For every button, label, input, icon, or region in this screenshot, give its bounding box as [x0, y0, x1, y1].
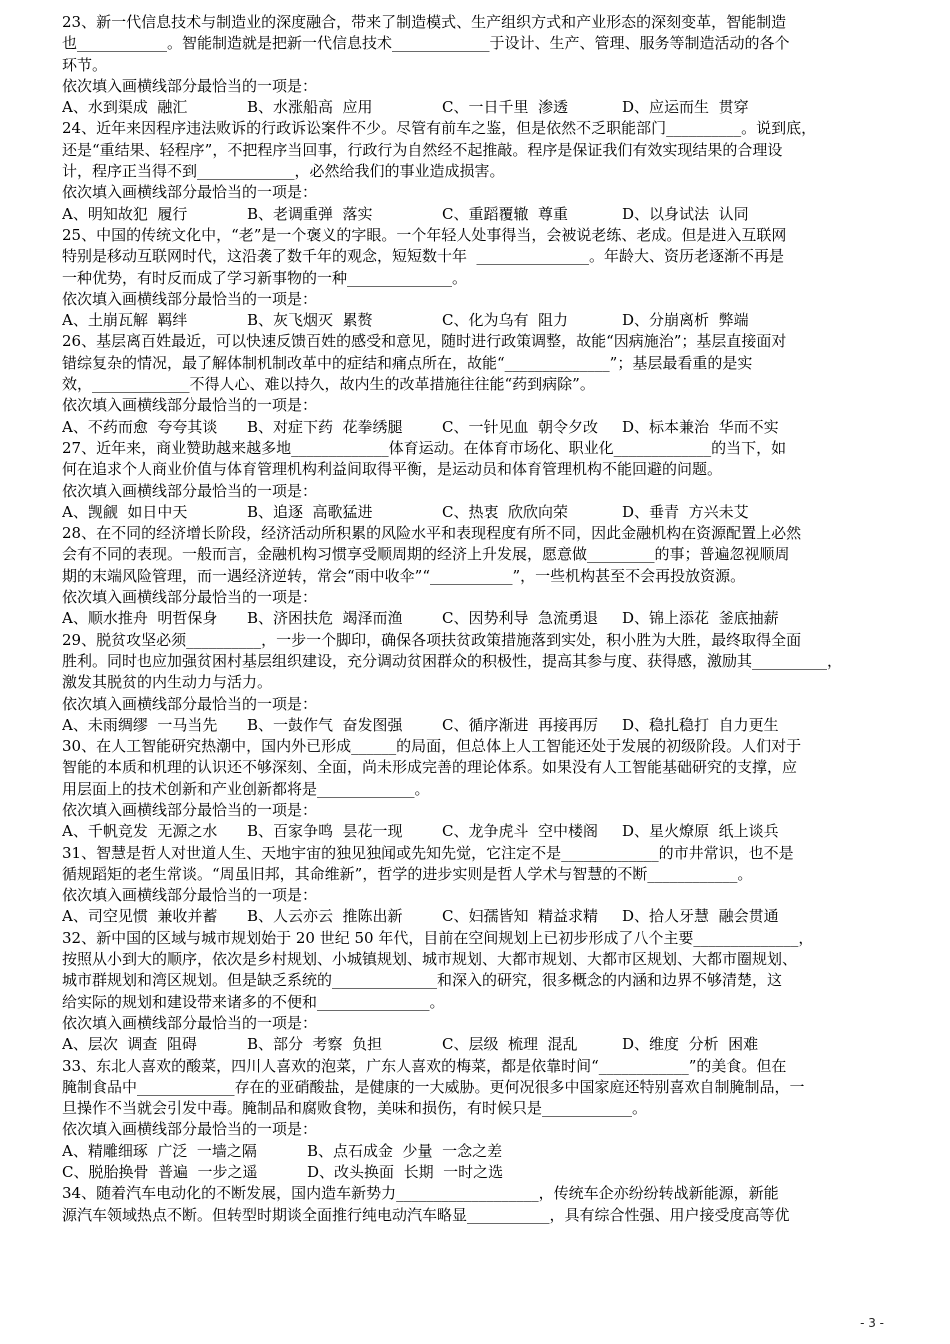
- option-c: C、龙争虎斗 空中楼阁: [442, 822, 599, 841]
- option-d: D、标本兼治 华而不实: [622, 417, 779, 436]
- question-text-line: 特别是移动互联网时代，这沿袭了数千年的观念，短短数十年 _______________。年龄大、资历老逐渐不再是: [62, 247, 785, 266]
- question-prompt: 依次填入画横线部分最恰当的一项是：: [62, 886, 318, 905]
- page-number: - 3 -: [860, 1316, 884, 1330]
- option-b: B、对症下药 花拳绣腿: [247, 417, 403, 436]
- question-text-line: 按照从小到大的顺序，依次是乡村规划、小城镇规划、城市规划、大都市规划、大都市区规划、大都市圈规划、: [62, 950, 798, 969]
- option-b: B、人云亦云 推陈出新: [247, 907, 403, 926]
- question-block: [62, 928, 888, 1056]
- question-text-line: 31、智慧是哲人对世道人生、天地宇宙的独见独闻或先知先觉，它注定不是_____________的市井常识，也不是: [62, 843, 794, 862]
- option-a: A、司空见惯 兼收并蓄: [62, 907, 218, 926]
- option-a: A、层次 调查 阻碍: [62, 1035, 197, 1054]
- question-block: [62, 331, 888, 437]
- question-text-line: 24、近年来因程序违法败诉的行政诉讼案件不少。尽管有前车之鉴，但是依然不乏职能部门__________。说到底，: [62, 119, 817, 138]
- question-text-line: 33、东北人喜欢的酸菜，四川人喜欢的泡菜，广东人喜欢的梅菜，都是依靠时间“____________”的美食。但在: [62, 1056, 787, 1075]
- option-d: D、分崩离析 弊端: [622, 311, 749, 330]
- option-a: A、水到渠成 融汇: [62, 98, 188, 117]
- question-text-line: 34、随着汽车电动化的不断发展，国内造车新势力___________________，传统车企亦纷纷转战新能源，新能: [62, 1184, 779, 1203]
- question-text-line: 29、脱贫攻坚必须__________，一步一个脚印，确保各项扶贫政策措施落到实处，积小胜为大胜，最终取得全面: [62, 630, 802, 649]
- question-text-line: 也____________。智能制造就是把新一代信息技术_____________于设计、生产、管理、服务等制造活动的各个: [62, 34, 790, 53]
- question-block: [62, 225, 888, 331]
- question-text-line: 错综复杂的情况，最了解体制机制改革中的症结和痛点所在，故能“______________”；基层最看重的是实: [62, 353, 753, 372]
- option-a: A、未雨绸缪 一马当先: [62, 715, 218, 734]
- options-row: [62, 1162, 888, 1183]
- question-text-line: 一种优势，有时反而成了学习新事物的一种______________。: [62, 268, 468, 287]
- question-block: [62, 736, 888, 842]
- option-c: C、层级 梳理 混乱: [442, 1035, 578, 1054]
- option-d: D、锦上添花 釜底抽薪: [622, 609, 779, 628]
- question-text-line: 效，_____________不得人心、难以持久，故内生的改革措施往往能“药到病除”。: [62, 375, 595, 394]
- option-d: D、维度 分析 困难: [622, 1035, 759, 1054]
- question-text-line: 25、中国的传统文化中，“老”是一个褒义的字眼。一个年轻人处事得当，会被说老练、老成。但是进入互联网: [62, 225, 787, 244]
- option-c: C、热衷 欣欣向荣: [442, 502, 569, 521]
- question-text-line: 环节。: [62, 55, 108, 74]
- options-row: [62, 204, 888, 225]
- question-text-line: 用层面上的技术创新和产业创新都将是_____________。: [62, 779, 430, 798]
- option-b: B、一鼓作气 奋发图强: [247, 715, 403, 734]
- option-a: A、千帆竞发 无源之水: [62, 822, 218, 841]
- question-prompt: 依次填入画横线部分最恰当的一项是：: [62, 183, 318, 202]
- question-text-line: 还是“重结果、轻程序”，不把程序当回事，行政行为自然经不起推敲。程序是保证我们有效实现结果的合理设: [62, 140, 783, 159]
- question-text-line: 30、在人工智能研究热潮中，国内外已形成______的局面，但总体上人工智能还处于发展的初级阶段。人们对于: [62, 737, 802, 756]
- question-text-line: 何在追求个人商业价值与体育管理机构利益间取得平衡，是运动员和体育管理机构不能回避的问题。: [62, 460, 723, 479]
- document-page: [62, 12, 888, 1226]
- option-b: B、部分 考察 负担: [247, 1035, 383, 1054]
- option-c: C、因势利导 急流勇退: [442, 609, 599, 628]
- options-row: [62, 715, 888, 736]
- question-prompt: 依次填入画横线部分最恰当的一项是：: [62, 588, 318, 607]
- option-c: C、一日千里 渗透: [442, 98, 569, 117]
- options-row: [62, 97, 888, 118]
- option-d: D、改头换面 长期 一时之选: [307, 1163, 504, 1182]
- question-prompt: 依次填入画横线部分最恰当的一项是：: [62, 481, 318, 500]
- option-d: D、拾人牙慧 融会贯通: [622, 907, 779, 926]
- option-d: D、垂青 方兴未艾: [622, 502, 749, 521]
- option-a: A、精雕细琢 广泛 一墙之隔: [62, 1141, 257, 1160]
- question-prompt: 依次填入画横线部分最恰当的一项是：: [62, 1120, 318, 1139]
- option-b: B、济困扶危 竭泽而渔: [247, 609, 403, 628]
- question-text-line: 腌制食品中_____________存在的亚硝酸盐，是健康的一大威胁。更何况很多中国家庭还特别喜欢自制腌制品，一: [62, 1077, 805, 1096]
- question-prompt: 依次填入画横线部分最恰当的一项是：: [62, 1013, 318, 1032]
- option-d: D、星火燎原 纸上谈兵: [622, 822, 779, 841]
- question-text-line: 城市群规划和湾区规划。但是缺乏系统的______________和深入的研究，很多概念的内涵和边界不够清楚，这: [62, 971, 783, 990]
- question-text-line: 26、基层离百姓最近，可以快速反馈百姓的感受和意见，随时进行政策调整，故能“因病施治”；基层直接面对: [62, 332, 787, 351]
- question-text-line: 源汽车领域热点不断。但转型时期谈全面推行纯电动汽车略显___________，具有综合性强、用户接受度高等优: [62, 1205, 790, 1224]
- question-prompt: 依次填入画横线部分最恰当的一项是：: [62, 396, 318, 415]
- question-text-line: 28、在不同的经济增长阶段，经济活动所积累的风险水平和表现程度有所不同，因此金融机构在资源配置上必然: [62, 524, 802, 543]
- option-c: C、一针见血 朝令夕改: [442, 417, 599, 436]
- option-a: A、明知故犯 履行: [62, 204, 188, 223]
- option-c: C、脱胎换骨 普遍 一步之遥: [62, 1163, 258, 1182]
- question-prompt: 依次填入画横线部分最恰当的一项是：: [62, 694, 318, 713]
- option-c: C、妇孺皆知 精益求精: [442, 907, 599, 926]
- question-text-line: 会有不同的表现。一般而言，金融机构习惯享受顺周期的经济上升发展，愿意做_________的事；普遍忽视顺周: [62, 545, 790, 564]
- option-a: A、不药而愈 夸夸其谈: [62, 417, 218, 436]
- options-row: [62, 310, 888, 331]
- option-c: C、重蹈覆辙 尊重: [442, 204, 569, 223]
- question-block: [62, 118, 888, 224]
- options-row: [62, 502, 888, 523]
- question-text-line: 27、近年来，商业赞助越来越多地_____________体育运动。在体育市场化、职业化_____________的当下，如: [62, 438, 787, 457]
- question-text-line: 激发其脱贫的内生动力与活力。: [62, 673, 273, 692]
- option-d: D、稳扎稳打 自力更生: [622, 715, 779, 734]
- option-d: D、应运而生 贯穿: [622, 98, 749, 117]
- question-text-line: 给实际的规划和建设带来诸多的不便和_______________。: [62, 992, 445, 1011]
- question-block: [62, 630, 888, 736]
- question-text-line: 循规蹈矩的老生常谈。“周虽旧邦，其命维新”，哲学的进步实则是哲人学术与智慧的不断____________。: [62, 864, 753, 883]
- option-b: B、水涨船高 应用: [247, 98, 373, 117]
- options-row: [62, 1034, 888, 1055]
- option-a: A、顺水推舟 明哲保身: [62, 609, 218, 628]
- question-block: [62, 523, 888, 629]
- question-text-line: 胜利。同时也应加强贫困村基层组织建设，充分调动贫困群众的积极性，提高其参与度、获得感，激励其__________，: [62, 651, 843, 670]
- option-c: C、化为乌有 阻力: [442, 311, 569, 330]
- question-text-line: 32、新中国的区域与城市规划始于 20 世纪 50 年代，目前在空间规划上已初步形成了八个主要______________，: [62, 928, 814, 947]
- question-block: [62, 843, 888, 928]
- option-d: D、以身试法 认同: [622, 204, 749, 223]
- option-b: B、百家争鸣 昙花一现: [247, 822, 403, 841]
- options-row: [62, 417, 888, 438]
- question-text-line: 智能的本质和机理的认识还不够深刻、全面，尚未形成完善的理论体系。如果没有人工智能基础研究的支撑，应: [62, 758, 798, 777]
- question-block: [62, 12, 888, 118]
- option-b: B、点石成金 少量 一念之差: [307, 1141, 503, 1160]
- options-row: [62, 821, 888, 842]
- option-c: C、循序渐进 再接再厉: [442, 715, 599, 734]
- question-block: [62, 1183, 888, 1226]
- option-b: B、老调重弹 落实: [247, 204, 373, 223]
- question-text-line: 计，程序正当得不到_____________，必然给我们的事业造成损害。: [62, 162, 505, 181]
- option-a: A、觊觎 如日中天: [62, 502, 188, 521]
- question-text-line: 23、新一代信息技术与制造业的深度融合，带来了制造模式、生产组织方式和产业形态的深刻变革，智能制造: [62, 13, 787, 31]
- option-b: B、灰飞烟灭 累赘: [247, 311, 373, 330]
- options-row: [62, 608, 888, 629]
- options-row: [62, 1141, 888, 1162]
- question-text-line: 旦操作不当就会引发中毒。腌制品和腐败食物，美味和损伤，有时候只是____________。: [62, 1099, 648, 1118]
- question-prompt: 依次填入画横线部分最恰当的一项是：: [62, 289, 318, 308]
- question-block: [62, 438, 888, 523]
- option-a: A、土崩瓦解 羁绊: [62, 311, 188, 330]
- question-block: [62, 1056, 888, 1184]
- question-prompt: 依次填入画横线部分最恰当的一项是：: [62, 800, 318, 819]
- question-text-line: 期的末端风险管理，而一遇经济逆转，常会“雨中收伞”“___________”，一些机构甚至不会再投放资源。: [62, 566, 746, 585]
- question-prompt: 依次填入画横线部分最恰当的一项是：: [62, 76, 318, 95]
- options-row: [62, 906, 888, 927]
- option-b: B、追逐 高歌猛进: [247, 502, 373, 521]
